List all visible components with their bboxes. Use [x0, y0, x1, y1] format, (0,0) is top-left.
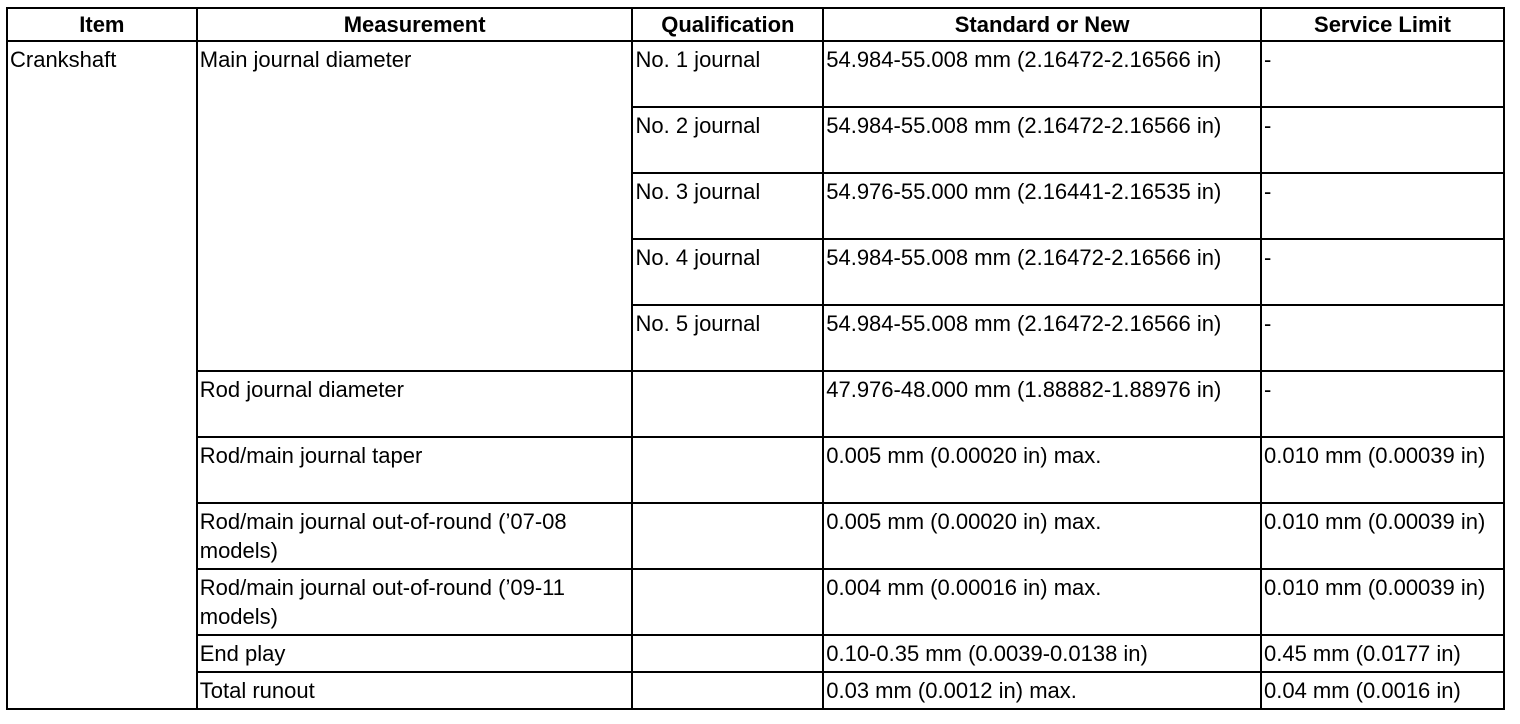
qualification-cell: No. 1 journal — [632, 41, 823, 107]
header-standard: Standard or New — [823, 8, 1261, 41]
table-header-row — [7, 8, 1504, 41]
table-row — [7, 635, 1504, 672]
crankshaft-spec-table — [6, 7, 1505, 710]
table-row — [7, 371, 1504, 437]
measurement-cell: Rod/main journal out-of-round (’07-08 models) — [197, 503, 633, 569]
header-item: Item — [7, 8, 197, 41]
service-limit-cell: - — [1261, 239, 1504, 305]
qualification-cell — [632, 437, 823, 503]
header-service-limit: Service Limit — [1261, 8, 1504, 41]
measurement-cell: Total runout — [197, 672, 633, 709]
qualification-cell: No. 4 journal — [632, 239, 823, 305]
table-row — [7, 569, 1504, 635]
service-limit-cell: 0.010 mm (0.00039 in) — [1261, 503, 1504, 569]
standard-cell: 0.005 mm (0.00020 in) max. — [823, 503, 1261, 569]
standard-cell: 54.984-55.008 mm (2.16472-2.16566 in) — [823, 305, 1261, 371]
standard-cell: 0.004 mm (0.00016 in) max. — [823, 569, 1261, 635]
measurement-cell: Rod/main journal out-of-round (’09-11 models) — [197, 569, 633, 635]
service-limit-cell: - — [1261, 371, 1504, 437]
qualification-cell — [632, 569, 823, 635]
service-limit-cell: - — [1261, 107, 1504, 173]
standard-cell: 54.984-55.008 mm (2.16472-2.16566 in) — [823, 107, 1261, 173]
qualification-cell — [632, 503, 823, 569]
table-row — [7, 437, 1504, 503]
qualification-cell: No. 2 journal — [632, 107, 823, 173]
service-limit-cell: 0.45 mm (0.0177 in) — [1261, 635, 1504, 672]
table-row — [7, 503, 1504, 569]
service-limit-cell: - — [1261, 173, 1504, 239]
qualification-cell — [632, 672, 823, 709]
measurement-cell: Rod journal diameter — [197, 371, 633, 437]
table-row — [7, 41, 1504, 107]
qualification-cell: No. 5 journal — [632, 305, 823, 371]
table-row — [7, 672, 1504, 709]
standard-cell: 47.976-48.000 mm (1.88882-1.88976 in) — [823, 371, 1261, 437]
header-measurement: Measurement — [197, 8, 633, 41]
standard-cell: 0.10-0.35 mm (0.0039-0.0138 in) — [823, 635, 1261, 672]
qualification-cell: No. 3 journal — [632, 173, 823, 239]
item-cell: Crankshaft — [7, 41, 197, 709]
measurement-cell: Main journal diameter — [197, 41, 633, 371]
standard-cell: 54.984-55.008 mm (2.16472-2.16566 in) — [823, 239, 1261, 305]
service-limit-cell: - — [1261, 305, 1504, 371]
service-limit-cell: 0.04 mm (0.0016 in) — [1261, 672, 1504, 709]
standard-cell: 54.984-55.008 mm (2.16472-2.16566 in) — [823, 41, 1261, 107]
header-qualification: Qualification — [632, 8, 823, 41]
qualification-cell — [632, 371, 823, 437]
service-limit-cell: 0.010 mm (0.00039 in) — [1261, 569, 1504, 635]
qualification-cell — [632, 635, 823, 672]
measurement-cell: End play — [197, 635, 633, 672]
standard-cell: 0.005 mm (0.00020 in) max. — [823, 437, 1261, 503]
service-limit-cell: - — [1261, 41, 1504, 107]
service-limit-cell: 0.010 mm (0.00039 in) — [1261, 437, 1504, 503]
standard-cell: 0.03 mm (0.0012 in) max. — [823, 672, 1261, 709]
standard-cell: 54.976-55.000 mm (2.16441-2.16535 in) — [823, 173, 1261, 239]
measurement-cell: Rod/main journal taper — [197, 437, 633, 503]
